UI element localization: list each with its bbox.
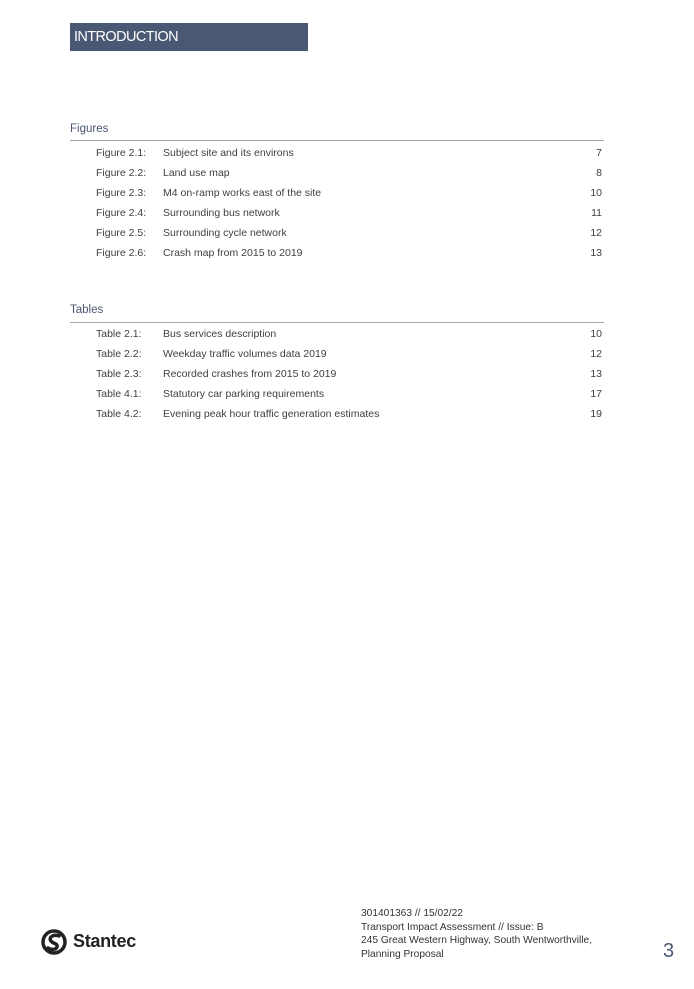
table-entry[interactable] — [96, 368, 602, 382]
figure-label: Figure 2.1: — [96, 147, 147, 159]
figures-heading: Figures — [70, 123, 109, 135]
figure-label: Figure 2.5: — [96, 227, 147, 239]
figure-description: Surrounding bus network — [163, 207, 280, 219]
table-description: Bus services description — [163, 328, 277, 340]
figures-divider — [70, 140, 604, 141]
figure-description: M4 on-ramp works east of the site — [163, 187, 322, 199]
footer-line: Planning Proposal — [361, 948, 444, 960]
section-header-band — [70, 23, 308, 51]
table-entry[interactable] — [96, 388, 602, 402]
table-label: Table 2.2: — [96, 348, 142, 360]
stantec-logo-wordmark: Stantec — [73, 931, 136, 951]
footer-document-info — [361, 907, 592, 961]
figure-entry[interactable] — [96, 167, 602, 181]
figure-label: Figure 2.6: — [96, 247, 147, 259]
figure-page-number: 7 — [596, 147, 602, 159]
table-description: Weekday traffic volumes data 2019 — [163, 348, 327, 360]
figure-description: Subject site and its environs — [163, 147, 294, 159]
tables-divider — [70, 322, 604, 323]
figure-page-number: 12 — [590, 227, 602, 239]
figure-description: Crash map from 2015 to 2019 — [163, 247, 303, 259]
table-page-number: 19 — [590, 408, 602, 420]
table-description: Statutory car parking requirements — [163, 388, 325, 400]
figure-entry[interactable] — [96, 147, 602, 161]
table-description: Recorded crashes from 2015 to 2019 — [163, 368, 337, 380]
table-label: Table 4.2: — [96, 408, 142, 420]
table-label: Table 4.1: — [96, 388, 142, 400]
table-page-number: 13 — [590, 368, 602, 380]
figure-entry[interactable] — [96, 247, 602, 261]
figure-page-number: 11 — [591, 207, 602, 219]
table-description: Evening peak hour traffic generation estimates — [163, 408, 380, 420]
footer-line: Transport Impact Assessment // Issue: B — [361, 921, 544, 933]
table-entry[interactable] — [96, 348, 602, 362]
table-entry[interactable] — [96, 408, 602, 422]
table-label: Table 2.1: — [96, 328, 142, 340]
table-page-number: 12 — [590, 348, 602, 360]
page-number: 3 — [663, 940, 675, 962]
footer-line: 301401363 // 15/02/22 — [361, 908, 463, 919]
figure-entry[interactable] — [96, 227, 602, 241]
figure-page-number: 13 — [590, 247, 602, 259]
footer-line: 245 Great Western Highway, South Wentworthville, — [361, 935, 593, 947]
figure-label: Figure 2.3: — [96, 187, 147, 199]
stantec-logo-icon — [40, 928, 68, 956]
tables-heading: Tables — [70, 304, 104, 316]
table-entry[interactable] — [96, 328, 602, 342]
table-page-number: 10 — [590, 328, 602, 340]
figure-description: Land use map — [163, 167, 230, 179]
figure-label: Figure 2.2: — [96, 167, 147, 179]
figure-page-number: 8 — [596, 167, 602, 179]
figure-description: Surrounding cycle network — [163, 227, 287, 239]
section-header-title: INTRODUCTION — [74, 29, 178, 45]
table-page-number: 17 — [590, 388, 602, 400]
table-label: Table 2.3: — [96, 368, 142, 380]
figure-page-number: 10 — [590, 187, 602, 199]
figure-label: Figure 2.4: — [96, 207, 147, 219]
stantec-logo — [40, 928, 150, 956]
figure-entry[interactable] — [96, 187, 602, 201]
figure-entry[interactable] — [96, 207, 602, 221]
